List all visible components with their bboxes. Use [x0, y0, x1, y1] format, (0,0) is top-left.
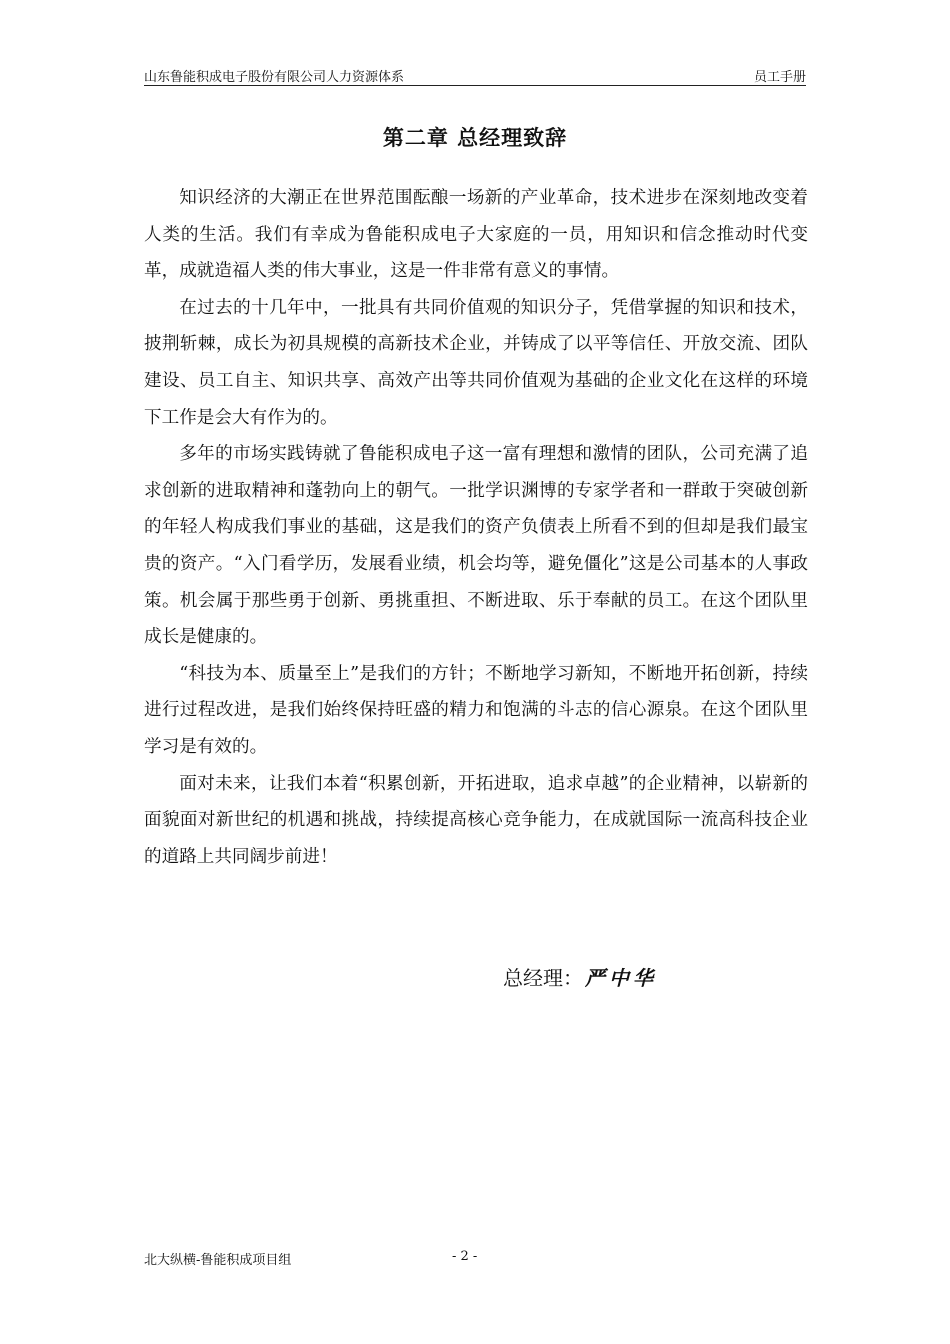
- header-company: 山东鲁能积成电子股份有限公司人力资源体系: [144, 70, 405, 85]
- paragraph: “科技为本、质量至上”是我们的方针；不断地学习新知，不断地开拓创新，持续进行过程改进，是我们始终保持旺盛的精力和饱满的斗志的信心源泉。在这个团队里学习是有效的。: [144, 663, 808, 757]
- page-header: [144, 66, 806, 86]
- signature-name: 严中华: [585, 966, 657, 990]
- page-number: - 2 -: [452, 1249, 478, 1264]
- paragraph: 多年的市场实践铸就了鲁能积成电子这一富有理想和激情的团队，公司充满了追求创新的进取精神和蓬勃向上的朝气。一批学识渊博的专家学者和一群敢于突破创新的年轻人构成我们事业的基础，这是我们的资产负债表上所看不到的但却是我们最宝贵的资产。“入门看学历，发展看业绩，机会均等，避免僵化”这是公司基本的人事政策。机会属于那些勇于创新、勇挑重担、不断进取、乐于奉献的员工。在这个团队里成长是健康的。: [144, 444, 808, 648]
- footer-project: 北大纵横-鲁能积成项目组: [144, 1253, 292, 1268]
- signature-label: 总经理：: [503, 966, 583, 990]
- paragraph: 在过去的十几年中，一批具有共同价值观的知识分子，凭借掌握的知识和技术，披荆斩棘，成长为初具规模的高新技术企业，并铸成了以平等信任、开放交流、团队建设、员工自主、知识共享、高效产出等共同价值观为基础的企业文化在这样的环境下工作是会大有作为的。: [144, 297, 808, 428]
- chapter-title: 第二章 总经理致辞: [382, 126, 568, 150]
- header-doc-title: 员工手册: [753, 70, 806, 85]
- signature: [503, 962, 657, 991]
- body-text: [144, 180, 808, 875]
- paragraph: 面对未来，让我们本着“积累创新，开拓进取，追求卓越”的企业精神，以崭新的面貌面对新世纪的机遇和挑战，持续提高核心竞争能力，在成就国际一流高科技企业的道路上共同阔步前进！: [144, 773, 808, 867]
- paragraph: 知识经济的大潮正在世界范围酝酿一场新的产业革命，技术进步在深刻地改变着人类的生活。我们有幸成为鲁能积成电子大家庭的一员，用知识和信念推动时代变革，成就造福人类的伟大事业，这是一件非常有意义的事情。: [144, 188, 808, 282]
